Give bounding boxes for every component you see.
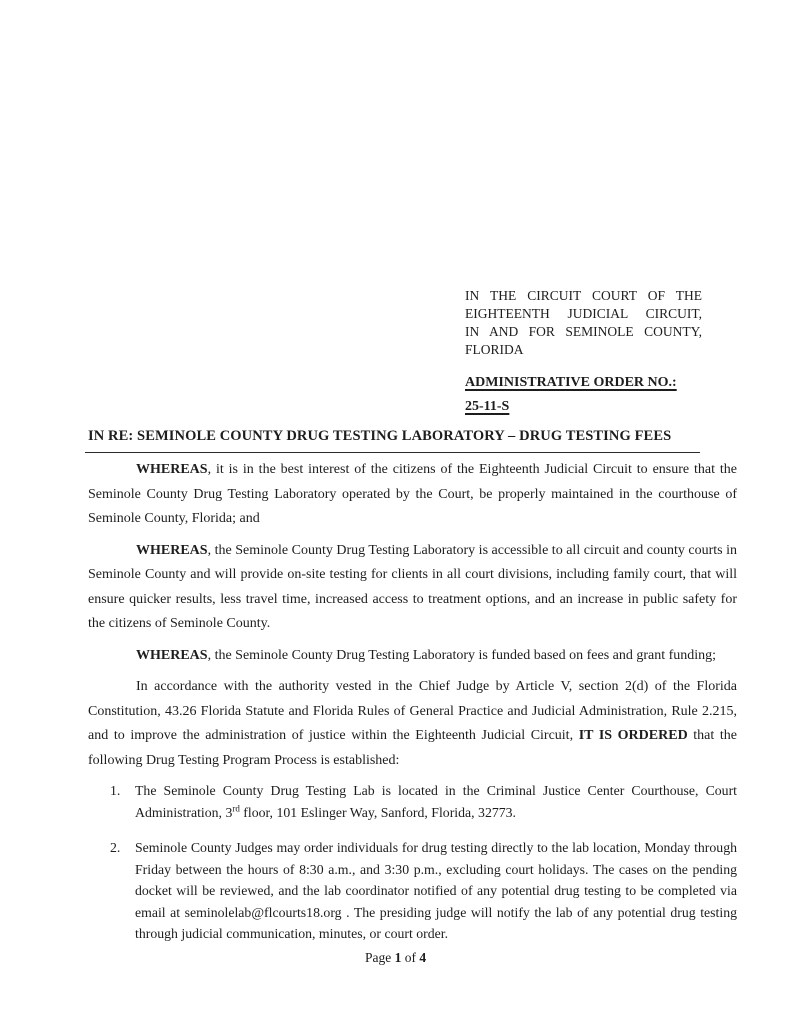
case-title: IN RE: SEMINOLE COUNTY DRUG TESTING LABORATORY – DRUG TESTING FEES (88, 428, 672, 444)
ordered-text-before: In accordance with the authority vested in the Chief Judge by Article V, section 2(d) of the Florida Constitution, 43.26 Florida Statute and Florida Rules of General Practice and Judicial Administration, Rule 2.215, and to improve the administration of justice within the Eighteenth Judicial Circuit, (88, 679, 737, 743)
paragraph-text-3: , the Seminole County Drug Testing Laboratory is funded based on fees and grant funding; (207, 647, 717, 663)
item-2-text: Seminole County Judges may order individuals for drug testing directly to the lab location, Monday through Friday between the hours of 8:30 a.m., and 3:30 p.m., excluding court holidays. The cases on the pending docket will be reviewed, and the lab coordinator notified of any potential drug testing to be completed via email at seminolelab@flcourts18.org . The presiding judge will notify the lab of any potential drug testing through judicial communication, minutes, or court order. (135, 840, 737, 941)
item-1-ordinal-suffix: rd (232, 802, 240, 813)
ordered-paragraph (88, 675, 737, 773)
whereas-lead-2: WHEREAS (136, 542, 208, 558)
admin-order-label: ADMINISTRATIVE ORDER NO.: (465, 375, 677, 390)
admin-order-number: 25-11-S (465, 399, 510, 414)
ordered-list (88, 780, 737, 945)
paragraph-text-1: , it is in the best interest of the citizens of the Eighteenth Judicial Circuit to ensure that the Seminole County Drug Testing Laboratory operated by the Court, be properly maintained in the courthouse of Seminole County, Florida; and (88, 462, 737, 526)
admin-order-heading (465, 371, 702, 419)
item-1-number: 1. (110, 783, 121, 798)
footer-page-label: Page (364, 950, 395, 965)
footer-of-label: of (401, 950, 420, 965)
court-caption-line-1: IN THE CIRCUIT COURT OF THE (465, 288, 702, 303)
whereas-lead-1: WHEREAS (136, 462, 208, 477)
court-caption-line-3: IN AND FOR SEMINOLE COUNTY, (465, 324, 702, 339)
it-is-ordered-text: IT IS ORDERED (578, 728, 688, 743)
item-2-number: 2. (110, 840, 121, 855)
court-caption-line-2: EIGHTEENTH JUDICIAL CIRCUIT, (465, 306, 702, 321)
court-caption (465, 287, 702, 359)
title-divider (85, 452, 700, 453)
whereas-paragraph-3 (88, 644, 737, 669)
footer-total-pages: 4 (419, 950, 427, 965)
footer-page-number: 1 (394, 950, 402, 965)
whereas-paragraph-2 (88, 539, 737, 637)
list-item-2 (88, 837, 737, 945)
list-item-1 (88, 780, 737, 823)
item-1-text-before-sup: The Seminole County Drug Testing Lab is located in the Criminal Justice Center Courthouse, Court Administration, 3 (135, 783, 737, 820)
whereas-lead-3: WHEREAS (136, 647, 208, 663)
page-footer (0, 950, 791, 966)
ordered-text-after: that the following Drug Testing Program Process is established: (88, 728, 737, 768)
item-1-text-after-sup: floor, 101 Eslinger Way, Sanford, Florida, 32773. (239, 804, 516, 820)
court-caption-line-4: FLORIDA (465, 342, 524, 357)
paragraph-text-2: , the Seminole County Drug Testing Laboratory is accessible to all circuit and county courts in Seminole County and will provide on-site testing for clients in all court divisions, including family court, that will ensure quicker results, less travel time, increased access to treatment options, and an increase in public safety for the citizens of Seminole County. (88, 542, 737, 631)
whereas-paragraph-1 (88, 458, 737, 532)
